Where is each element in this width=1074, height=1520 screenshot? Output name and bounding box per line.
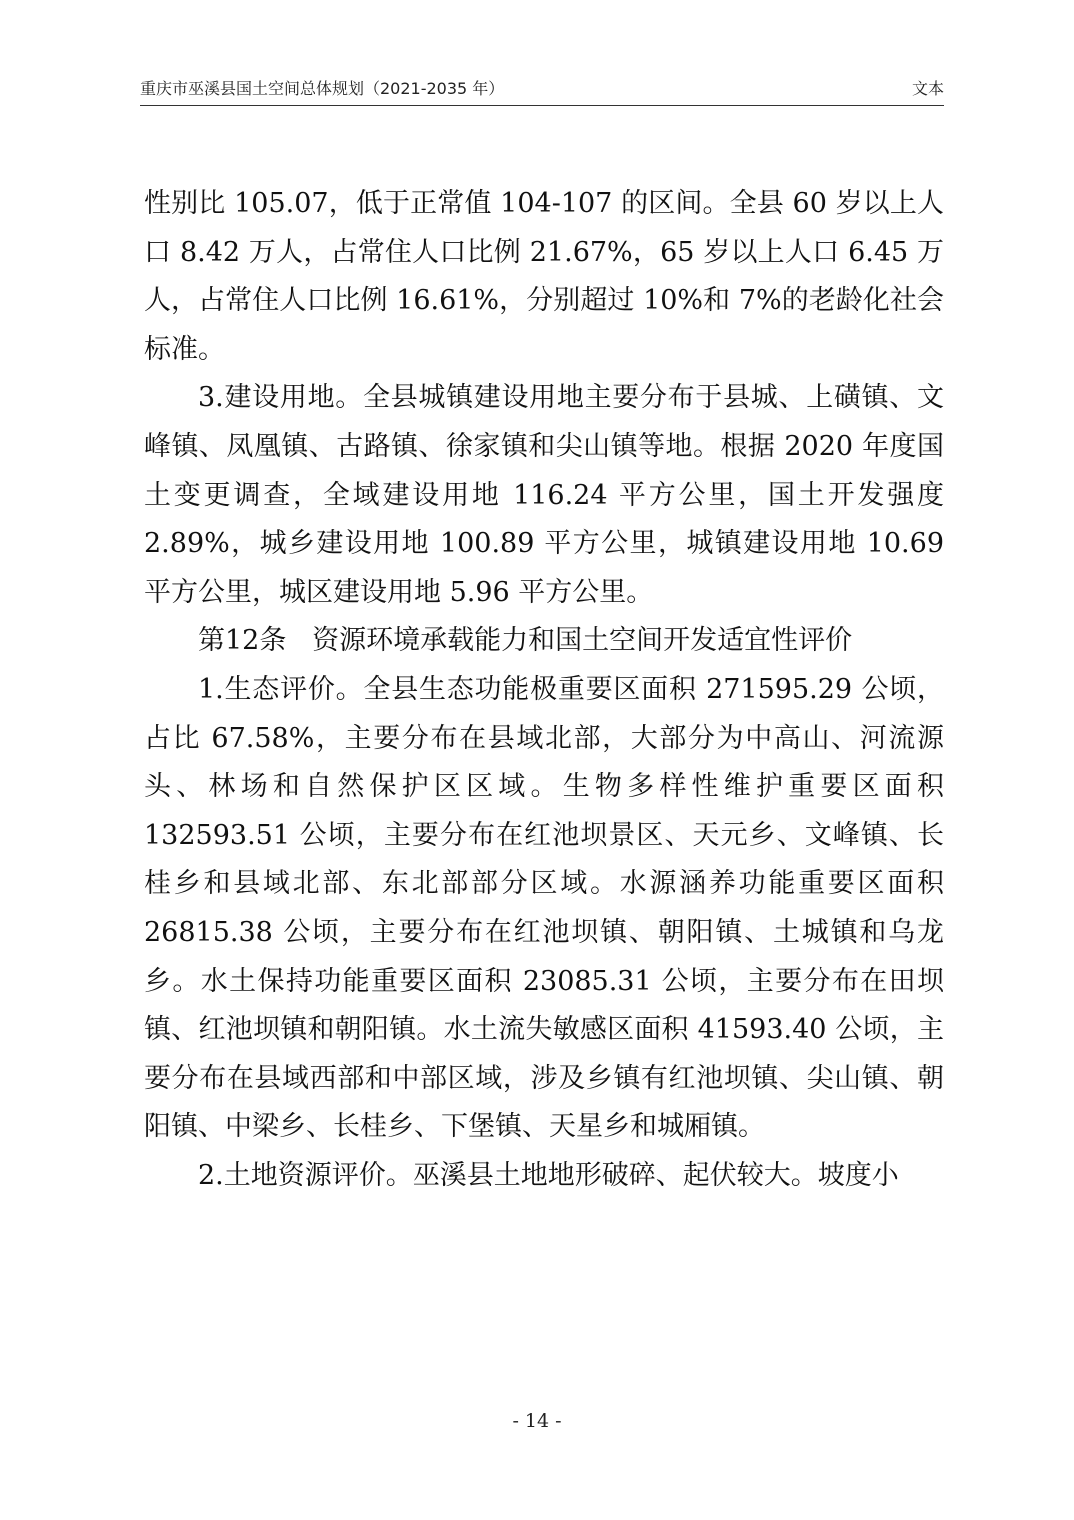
page-header: [140, 76, 944, 106]
paragraph-ecological-evaluation: 1.生态评价。全县生态功能极重要区面积 271595.29 公顷，占比 67.58%，主要分布在县域北部，大部分为中高山、河流源头、林场和自然保护区区域。生物多样性维护重要区面积 132593.51 公顷，主要分布在红池坝景区、天元乡、文峰镇、长桂乡和县域北部、东北部部分区域。水源涵养功能重要区面积 26815.38 公顷，主要分布在红池坝镇、朝阳镇、土城镇和乌龙乡。水土保持功能重要区面积 23085.31 公顷，主要分布在田坝镇、红池坝镇和朝阳镇。水土流失敏感区面积 41593.40 公顷，主要分布在县域西部和中部区域，涉及乡镇有红池坝镇、尖山镇、朝阳镇、中梁乡、长桂乡、下堡镇、天星乡和城厢镇。: [144, 673, 944, 1143]
document-title: 重庆市巫溪县国土空间总体规划（2021-2035 年）: [140, 79, 505, 98]
paragraph-land-resource-evaluation: 2.土地资源评价。巫溪县土地地形破碎、起伏较大。坡度小: [198, 1159, 899, 1191]
page-number: - 14 -: [512, 1410, 562, 1432]
body-text: [144, 180, 944, 1200]
section-label: 文本: [911, 79, 944, 98]
paragraph-construction-land: 3.建设用地。全县城镇建设用地主要分布于县城、上磺镇、文峰镇、凤凰镇、古路镇、徐家镇和尖山镇等地。根据 2020 年度国土变更调查，全域建设用地 116.24 平方公里，国土开发强度 2.89%，城乡建设用地 100.89 平方公里，城镇建设用地 10.69 平方公里，城区建设用地 5.96 平方公里。: [144, 382, 944, 608]
paragraph-population: 性别比 105.07，低于正常值 104-107 的区间。全县 60 岁以上人口 8.42 万人，占常住人口比例 21.67%，65 岁以上人口 6.45 万人，占常住人口比例 16.61%，分别超过 10%和 7%的老龄化社会标准。: [144, 188, 944, 365]
article-heading: 第12条 资源环境承载能力和国土空间开发适宜性评价: [198, 625, 853, 657]
